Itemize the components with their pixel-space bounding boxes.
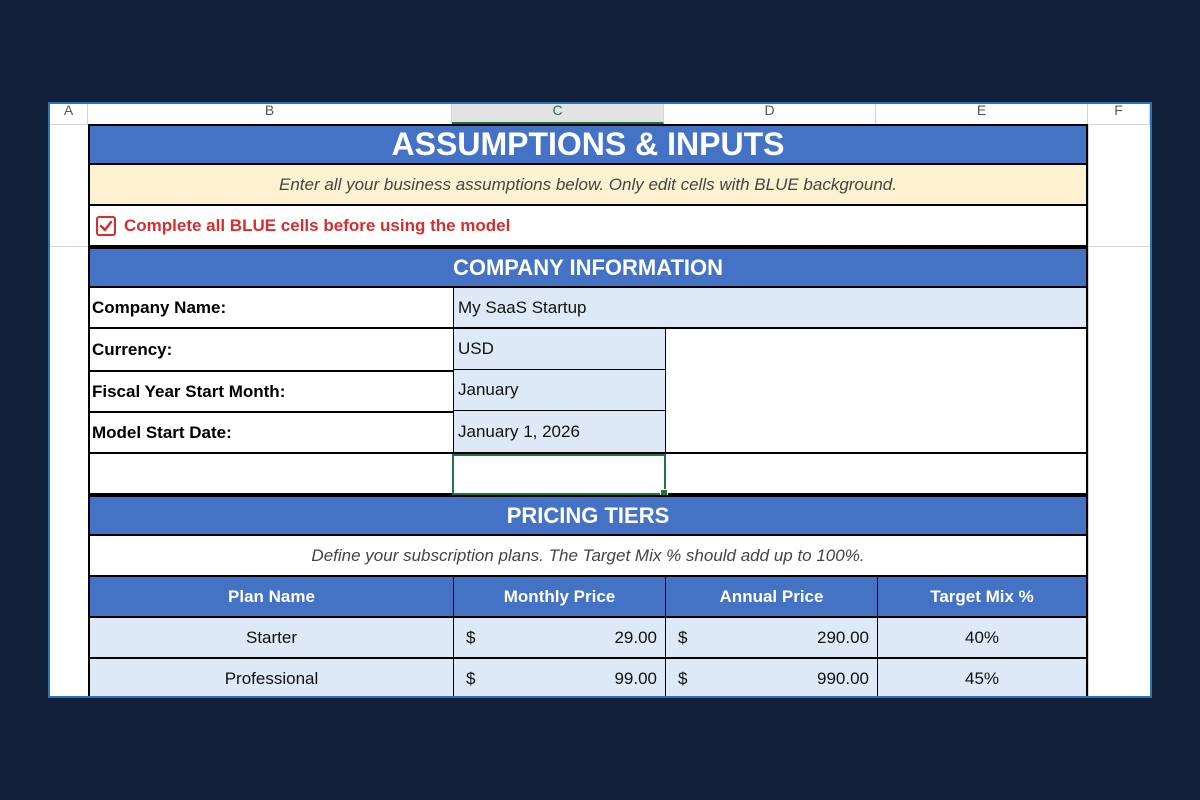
title-banner[interactable] xyxy=(88,124,1088,165)
currency-symbol: $ xyxy=(678,668,688,688)
annual-price-cell[interactable] xyxy=(666,618,878,657)
column-header-bar xyxy=(50,104,1150,125)
model-start-date-input[interactable]: January 1, 2026 xyxy=(454,411,666,452)
column-header-c[interactable]: C xyxy=(452,102,664,124)
pricing-section-title: PRICING TIERS xyxy=(506,502,670,528)
column-header-a[interactable]: A xyxy=(50,102,88,124)
currency-input[interactable]: USD xyxy=(454,329,666,370)
warning-text: Complete all BLUE cells before using the model xyxy=(124,215,511,235)
model-start-date-row xyxy=(88,411,1088,454)
header-plan-name[interactable]: Plan Name xyxy=(90,577,454,616)
monthly-price-cell[interactable] xyxy=(454,618,666,657)
company-name-row xyxy=(88,288,1088,329)
plan-row xyxy=(88,659,1088,698)
annual-price-value: 290.00 xyxy=(817,627,869,647)
company-section-header[interactable] xyxy=(88,247,1088,288)
fiscal-year-row xyxy=(88,370,1088,411)
annual-price-cell[interactable] xyxy=(666,659,878,698)
column-header-e[interactable]: E xyxy=(876,102,1088,124)
pricing-table-header xyxy=(88,577,1088,618)
currency-row xyxy=(88,329,1088,370)
column-header-f[interactable]: F xyxy=(1088,102,1150,124)
selected-cell-c[interactable] xyxy=(452,454,666,495)
company-name-label: Company Name: xyxy=(90,288,454,327)
pricing-note-text: Define your subscription plans. The Target Mix % should add up to 100%. xyxy=(311,545,865,565)
page-title: ASSUMPTIONS & INPUTS xyxy=(391,126,785,162)
plan-row xyxy=(88,618,1088,659)
currency-symbol: $ xyxy=(466,627,476,647)
plan-name-cell[interactable]: Professional xyxy=(90,659,454,698)
empty-cell-b[interactable] xyxy=(90,454,454,493)
column-header-d[interactable]: D xyxy=(664,102,876,124)
column-header-b[interactable]: B xyxy=(88,102,452,124)
company-name-input[interactable]: My SaaS Startup xyxy=(454,288,1086,327)
checkbox-icon xyxy=(96,216,116,236)
header-annual-price[interactable]: Annual Price xyxy=(666,577,878,616)
plan-name-cell[interactable]: Starter xyxy=(90,618,454,657)
header-monthly-price[interactable]: Monthly Price xyxy=(454,577,666,616)
fiscal-year-input[interactable]: January xyxy=(454,370,666,411)
annual-price-value: 990.00 xyxy=(817,668,869,688)
warning-row[interactable] xyxy=(88,206,1088,247)
company-section-title: COMPANY INFORMATION xyxy=(452,254,724,280)
instructions-text: Enter all your business assumptions below. Only edit cells with BLUE background. xyxy=(279,174,897,194)
target-mix-cell[interactable]: 40% xyxy=(964,627,1000,647)
fiscal-year-label: Fiscal Year Start Month: xyxy=(90,370,454,411)
pricing-section-header[interactable] xyxy=(88,495,1088,536)
target-mix-cell[interactable]: 45% xyxy=(964,668,1000,688)
currency-symbol: $ xyxy=(678,627,688,647)
currency-label: Currency: xyxy=(90,329,454,370)
monthly-price-value: 99.00 xyxy=(614,668,657,688)
cell-grid[interactable] xyxy=(50,124,1150,698)
header-target-mix[interactable]: Target Mix % xyxy=(930,586,1034,606)
instructions-row[interactable] xyxy=(88,165,1088,206)
currency-symbol: $ xyxy=(466,668,476,688)
monthly-price-cell[interactable] xyxy=(454,659,666,698)
monthly-price-value: 29.00 xyxy=(614,627,657,647)
model-start-date-label: Model Start Date: xyxy=(90,411,454,452)
spreadsheet-window xyxy=(48,102,1152,698)
pricing-note-row[interactable] xyxy=(88,536,1088,577)
